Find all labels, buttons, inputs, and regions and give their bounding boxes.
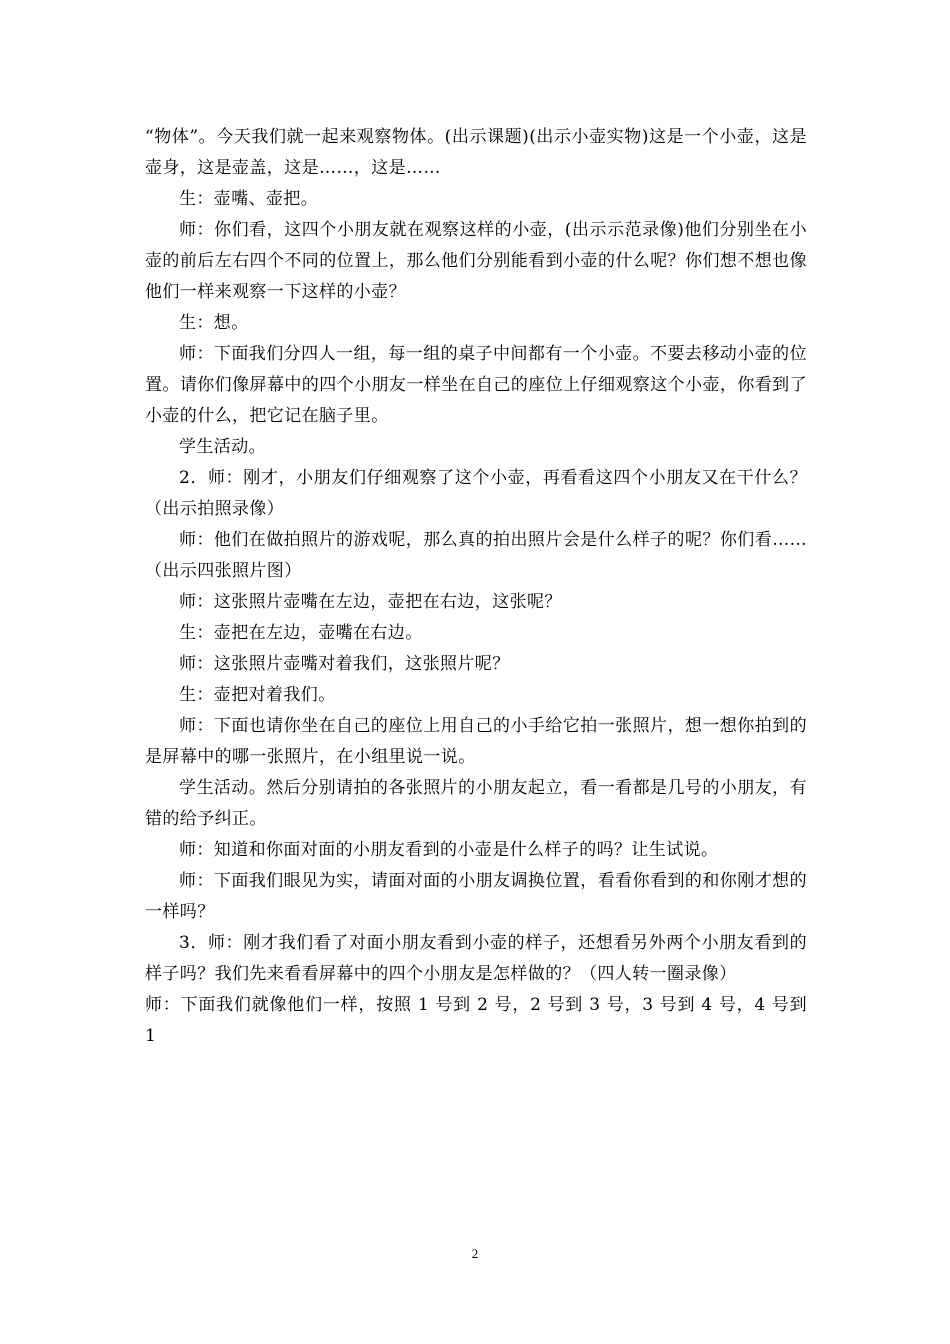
paragraph: 师：这张照片壶嘴在左边，壶把在右边，这张呢？ — [179, 592, 562, 612]
paragraph: 3．师：刚才我们看了对面小朋友看到小壶的样子，还想看另外两个小朋友看到的样子吗？我们先来看看屏幕中的四个小朋友是怎样做的？（四人转一圈录像） — [145, 933, 807, 984]
paragraph: “物体”。今天我们就一起来观察物体。(出示课题)(出示小壶实物)这是一个小壶，这是壶身，这是壶盖，这是……，这是…… — [145, 127, 807, 178]
document-body — [145, 122, 807, 1052]
paragraph: 生：壶嘴、壶把。 — [179, 189, 319, 209]
paragraph: 师：你们看，这四个小朋友就在观察这样的小壶，(出示示范录像)他们分别坐在小壶的前后左右四个不同的位置上，那么他们分别能看到小壶的什么呢？你们想不想也像他们一样来观察一下这样的小壶？ — [145, 220, 807, 302]
paragraph: 学生活动。然后分别请拍的各张照片的小朋友起立，看一看都是几号的小朋友，有错的给予纠正。 — [145, 778, 807, 829]
paragraph: 师：下面我们分四人一组，每一组的桌子中间都有一个小壶。不要去移动小壶的位置。请你们像屏幕中的四个小朋友一样坐在自己的座位上仔细观察这个小壶，你看到了小壶的什么，把它记在脑子里。 — [145, 344, 807, 426]
paragraph: 生：想。 — [179, 313, 249, 333]
paragraph: 2．师：刚才，小朋友们仔细观察了这个小壶，再看看这四个小朋友又在干什么？（出示拍照录像） — [145, 468, 807, 519]
paragraph: 师：下面我们就像他们一样，按照 1 号到 2 号，2 号到 3 号，3 号到 4 号，4 号到 1 — [145, 995, 807, 1046]
paragraph: 生：壶把对着我们。 — [179, 685, 336, 705]
paragraph: 师：下面也请你坐在自己的座位上用自己的小手给它拍一张照片，想一想你拍到的是屏幕中的哪一张照片，在小组里说一说。 — [145, 716, 807, 767]
paragraph: 师：知道和你面对面的小朋友看到的小壶是什么样子的吗？让生试说。 — [179, 840, 719, 860]
paragraph: 学生活动。 — [179, 437, 266, 457]
paragraph: 师：他们在做拍照片的游戏呢，那么真的拍出照片会是什么样子的呢？你们看……（出示四张照片图） — [145, 530, 807, 581]
paragraph: 生：壶把在左边，壶嘴在右边。 — [179, 623, 423, 643]
page-number: 2 — [471, 1246, 479, 1261]
paragraph: 师：下面我们眼见为实，请面对面的小朋友调换位置，看看你看到的和你刚才想的一样吗？ — [145, 871, 807, 922]
paragraph: 师：这张照片壶嘴对着我们，这张照片呢？ — [179, 654, 510, 674]
